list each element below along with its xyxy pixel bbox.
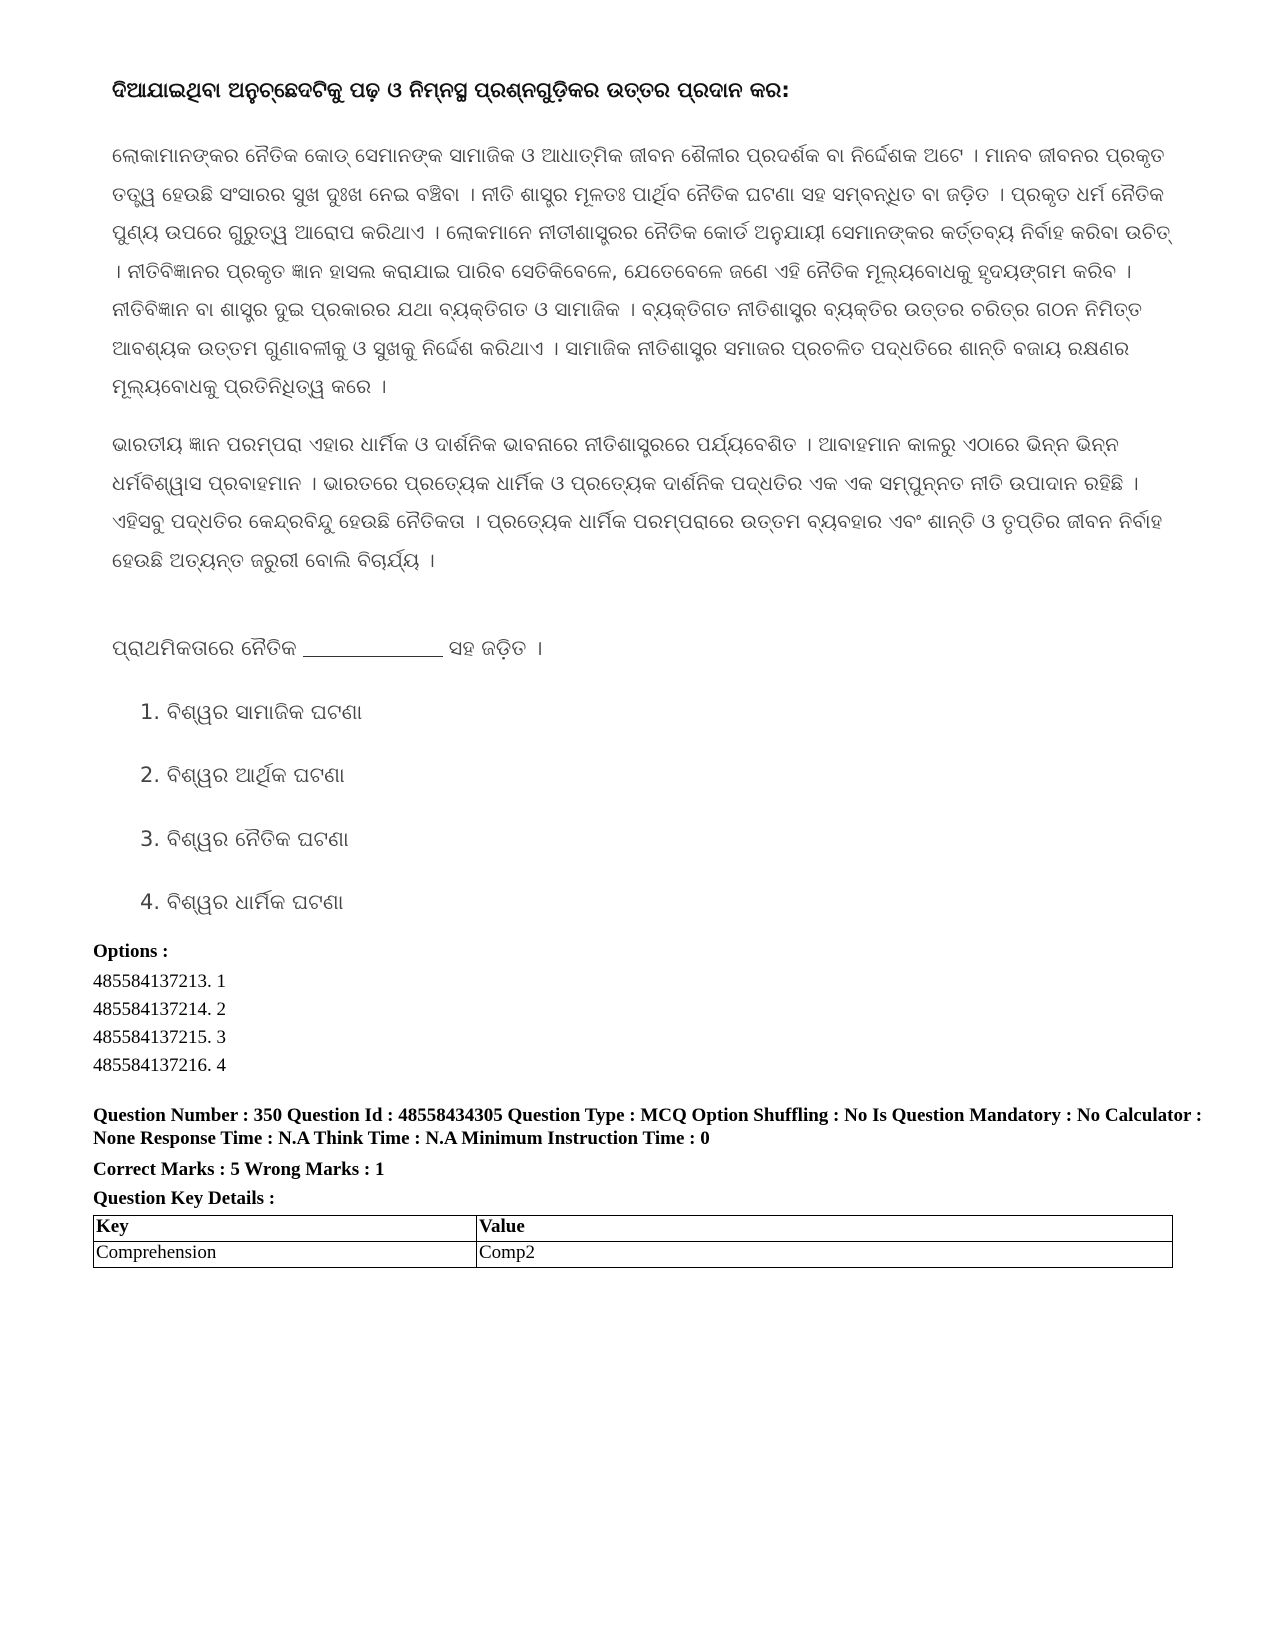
question-before-blank: ପ୍ରାଥମିକତାରେ ନୈତିକ	[112, 636, 297, 660]
option-item: 485584137213. 1	[93, 971, 226, 992]
question-text	[112, 636, 542, 661]
key-details-label: Question Key Details :	[93, 1188, 276, 1209]
answer-blank	[303, 656, 443, 657]
question-metadata: Question Number : 350 Question Id : 48558434305 Question Type : MCQ Option Shuffling : No Is Question Mandatory : No Calculator : None Response Time : N.A Think Time : N.A Minimum Instruction Time : 0	[93, 1105, 1203, 1149]
table-header-key: Key	[94, 1216, 477, 1242]
options-label: Options :	[93, 941, 169, 962]
key-details-table	[93, 1215, 1173, 1268]
choice-3: 3. ବିଶ୍ୱର ନୈତିକ ଘଟଣା	[140, 827, 349, 851]
passage-paragraph-2: ଭାରତୀୟ ଜ୍ଞାନ ପରମ୍ପରା ଏହାର ଧାର୍ମିକ ଓ ଦାର୍ଶନିକ ଭାବନାରେ ନୀତିଶାସ୍ତ୍ରରେ ପର୍ଯ୍ୟବେଶିତ । ଆବାହମାନ କାଳରୁ ଏଠାରେ ଭିନ୍ନ ଭିନ୍ନ ଧର୍ମବିଶ୍ୱାସ ପ୍ରବାହମାନ । ଭାରତରେ ପ୍ରତ୍ୟେକ ଧାର୍ମିକ ଓ ପ୍ରତ୍ୟେକ ଦାର୍ଶନିକ ପଦ୍ଧତିର ଏକ ଏକ ସମ୍ପୁନ୍ନତ ନୀତି ଉପାଦାନ ରହିଛି । ଏହିସବୁ ପଦ୍ଧତିର କେନ୍ଦ୍ରବିନ୍ଦୁ ହେଉଛି ନୈତିକତା । ପ୍ରତ୍ୟେକ ଧାର୍ମିକ ପରମ୍ପରାରେ ଉତ୍ତମ ବ୍ୟବହାର ଏବଂ ଶାନ୍ତି ଓ ତୃପ୍ତିର ଜୀବନ ନିର୍ବାହ ହେଉଛି ଅତ୍ୟନ୍ତ ଜରୁରୀ ବୋଲି ବିଚାର୍ଯ୍ୟ ।	[112, 432, 1163, 572]
table-row	[94, 1242, 1173, 1268]
passage-paragraph-1: ଲୋକାମାନଙ୍କର ନୈତିକ କୋଡ୍ ସେମାନଙ୍କ ସାମାଜିକ ଓ ଆଧାତ୍ମିକ ଜୀବନ ଶୈଳୀର ପ୍ରଦର୍ଶକ ବା ନିର୍ଦ୍ଦେଶକ ଅଟେ । ମାନବ ଜୀବନର ପ୍ରକୃତ ତତ୍ତ୍ୱ ହେଉଛି ସଂସାରର ସୁଖ ଦୁଃଖ ନେଇ ବଞ୍ଚିବା । ନୀତି ଶାସ୍ତ୍ର ମୂଳତଃ ପାର୍ଥିବ ନୈତିକ ଘଟଣା ସହ ସମ୍ବନ୍ଧିତ ବା ଜଡ଼ିତ । ପ୍ରକୃତ ଧର୍ମ ନୈତିକ ପୁଣ୍ୟ ଉପରେ ଗୁରୁତ୍ୱ ଆରୋପ କରିଥାଏ । ଲୋକମାନେ ନୀତୀଶାସ୍ତ୍ରର ନୈତିକ କୋର୍ଡ ଅନୁଯାୟୀ ସେମାନଙ୍କର କର୍ତ୍ତବ୍ୟ ନିର୍ବାହ କରିବା ଉଚିତ୍ । ନୀତିବିଜ୍ଞାନର ପ୍ରକୃତ ଜ୍ଞାନ ହାସଲ କରାଯାଇ ପାରିବ ସେତିକିବେଳେ, ଯେତେବେଳେ ଜଣେ ଏହି ନୈତିକ ମୂଲ୍ୟବୋଧକୁ ହୃଦୟଙ୍ଗମ କରିବ । ନୀତିବିଜ୍ଞାନ ବା ଶାସ୍ତ୍ର ଦୁଇ ପ୍ରକାରର ଯଥା ବ୍ୟକ୍ତିଗତ ଓ ସାମାଜିକ । ବ୍ୟକ୍ତିଗତ ନୀତିଶାସ୍ତ୍ର ବ୍ୟକ୍ତିର ଉତ୍ତର ଚରିତ୍ର ଗଠନ ନିମିତ୍ତ ଆବଶ୍ୟକ ଉତ୍ତମ ଗୁଣାବଳୀକୁ ଓ ସୁଖକୁ ନିର୍ଦ୍ଦେଶ କରିଥାଏ । ସାମାଜିକ ନୀତିଶାସ୍ତ୍ର ସମାଜର ପ୍ରଚଳିତ ପଦ୍ଧତିରେ ଶାନ୍ତି ବଜାୟ ରକ୍ଷଣର ମୂଲ୍ୟବୋଧକୁ ପ୍ରତିନିଧିତ୍ୱ କରେ ।	[112, 143, 1171, 398]
choice-2: 2. ବିଶ୍ୱର ଆର୍ଥିକ ଘଟଣା	[140, 763, 345, 787]
choice-4: 4. ବିଶ୍ୱର ଧାର୍ମିକ ଘଟଣା	[140, 890, 344, 914]
table-header-row	[94, 1216, 1173, 1242]
option-item: 485584137216. 4	[93, 1055, 226, 1076]
question-after-blank: ସହ ଜଡ଼ିତ ।	[448, 636, 543, 660]
table-cell-value: Comp2	[477, 1242, 1173, 1268]
table-header-value: Value	[477, 1216, 1173, 1242]
table-cell-key: Comprehension	[94, 1242, 477, 1268]
options-list	[93, 968, 226, 1080]
instruction-heading: ଦିଆଯାଇଥିବା ଅନୁଚ୍ଛେଦଟିକୁ ପଢ଼ ଓ ନିମ୍ନସ୍ଥ ପ୍ରଶ୍ନଗୁଡ଼ିକର ଉତ୍ତର ପ୍ରଦାନ କର:	[112, 78, 790, 102]
option-item: 485584137214. 2	[93, 999, 226, 1020]
option-item: 485584137215. 3	[93, 1027, 226, 1048]
choice-1: 1. ବିଶ୍ୱର ସାମାଜିକ ଘଟଣା	[140, 700, 363, 724]
marks-info: Correct Marks : 5 Wrong Marks : 1	[93, 1159, 385, 1180]
